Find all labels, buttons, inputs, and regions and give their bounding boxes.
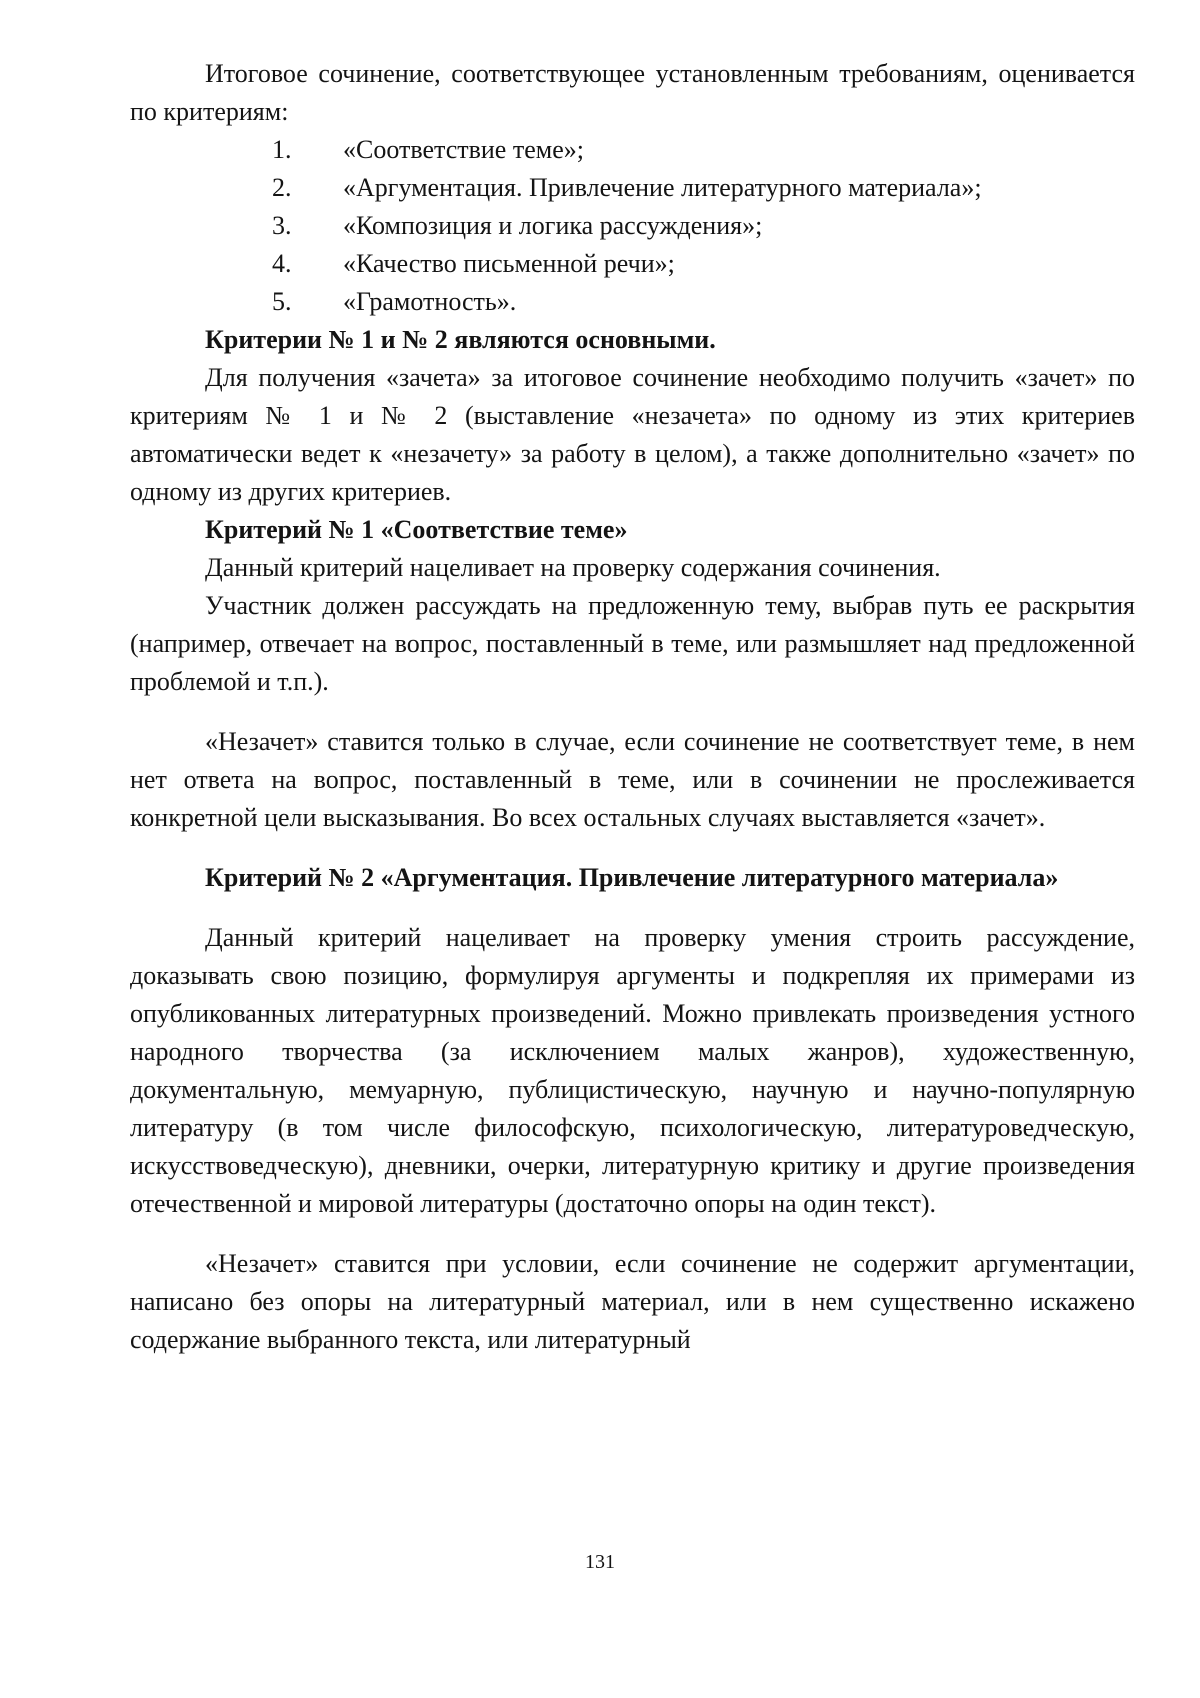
- criteria-list: [130, 131, 1135, 321]
- criterion1-paragraph: Данный критерий нацеливает на проверку содержания сочинения.: [205, 553, 941, 582]
- criterion2-heading: Критерий № 2 «Аргументация. Привлечение литературного материала»: [205, 863, 1059, 892]
- criteria-list-item: [130, 245, 1135, 283]
- page-content: [130, 55, 1135, 1359]
- criterion2-paragraph: «Незачет» ставится при условии, если сочинение не содержит аргументации, написано без опоры на литературный материал, или в нем существенно искажено содержание выбранного текста, или литературный: [130, 1249, 1135, 1354]
- criterion1-heading: Критерий № 1 «Соответствие теме»: [205, 515, 628, 544]
- criteria-list-number: 4.: [272, 249, 292, 278]
- intro-paragraph: Итоговое сочинение, соответствующее установленным требованиям, оценивается по критериям:: [130, 59, 1135, 126]
- criteria-list-text: «Композиция и логика рассуждения»;: [343, 211, 763, 240]
- criteria-list-number: 1.: [272, 135, 292, 164]
- criteria-list-number: 5.: [272, 287, 292, 316]
- criteria-list-text: «Грамотность».: [343, 287, 517, 316]
- criterion2-paragraph: Данный критерий нацеливает на проверку умения строить рассуждение, доказывать свою позицию, формулируя аргументы и подкрепляя их примерами из опубликованных литературных произведений. Можно привлекать произведения устного народного творчества (за исключением малых жанров), художественную, документальную, мемуарную, публицистическую, научную и научно-популярную литературу (в том числе философскую, психологическую, литературоведческую, искусствоведческую), дневники, очерки, литературную критику и другие произведения отечественной и мировой литературы (достаточно опоры на один текст).: [130, 923, 1135, 1218]
- main-criteria-paragraph: Для получения «зачета» за итоговое сочинение необходимо получить «зачет» по критериям № 1 и № 2 (выставление «незачета» по одному из этих критериев автоматически ведет к «незачету» за работу в целом), а также дополнительно «зачет» по одному из других критериев.: [130, 363, 1135, 506]
- criteria-list-item: [130, 169, 1135, 207]
- criteria-list-number: 3.: [272, 211, 292, 240]
- criteria-list-text: «Соответствие теме»;: [343, 135, 584, 164]
- main-criteria-heading: Критерии № 1 и № 2 являются основными.: [205, 325, 716, 354]
- page-number: 131: [585, 1551, 615, 1573]
- criteria-list-item: [130, 283, 1135, 321]
- criteria-list-item: [130, 207, 1135, 245]
- criteria-list-text: «Аргументация. Привлечение литературного материала»;: [343, 173, 982, 202]
- criterion1-paragraph: Участник должен рассуждать на предложенную тему, выбрав путь ее раскрытия (например, отвечает на вопрос, поставленный в теме, или размышляет над предложенной проблемой и т.п.).: [130, 591, 1135, 696]
- criteria-list-item: [130, 131, 1135, 169]
- criteria-list-text: «Качество письменной речи»;: [343, 249, 675, 278]
- criterion1-paragraph: «Незачет» ставится только в случае, если сочинение не соответствует теме, в нем нет ответа на вопрос, поставленный в теме, или в сочинении не прослеживается конкретной цели высказывания. Во всех остальных случаях выставляется «зачет».: [130, 727, 1135, 832]
- criteria-list-number: 2.: [272, 173, 292, 202]
